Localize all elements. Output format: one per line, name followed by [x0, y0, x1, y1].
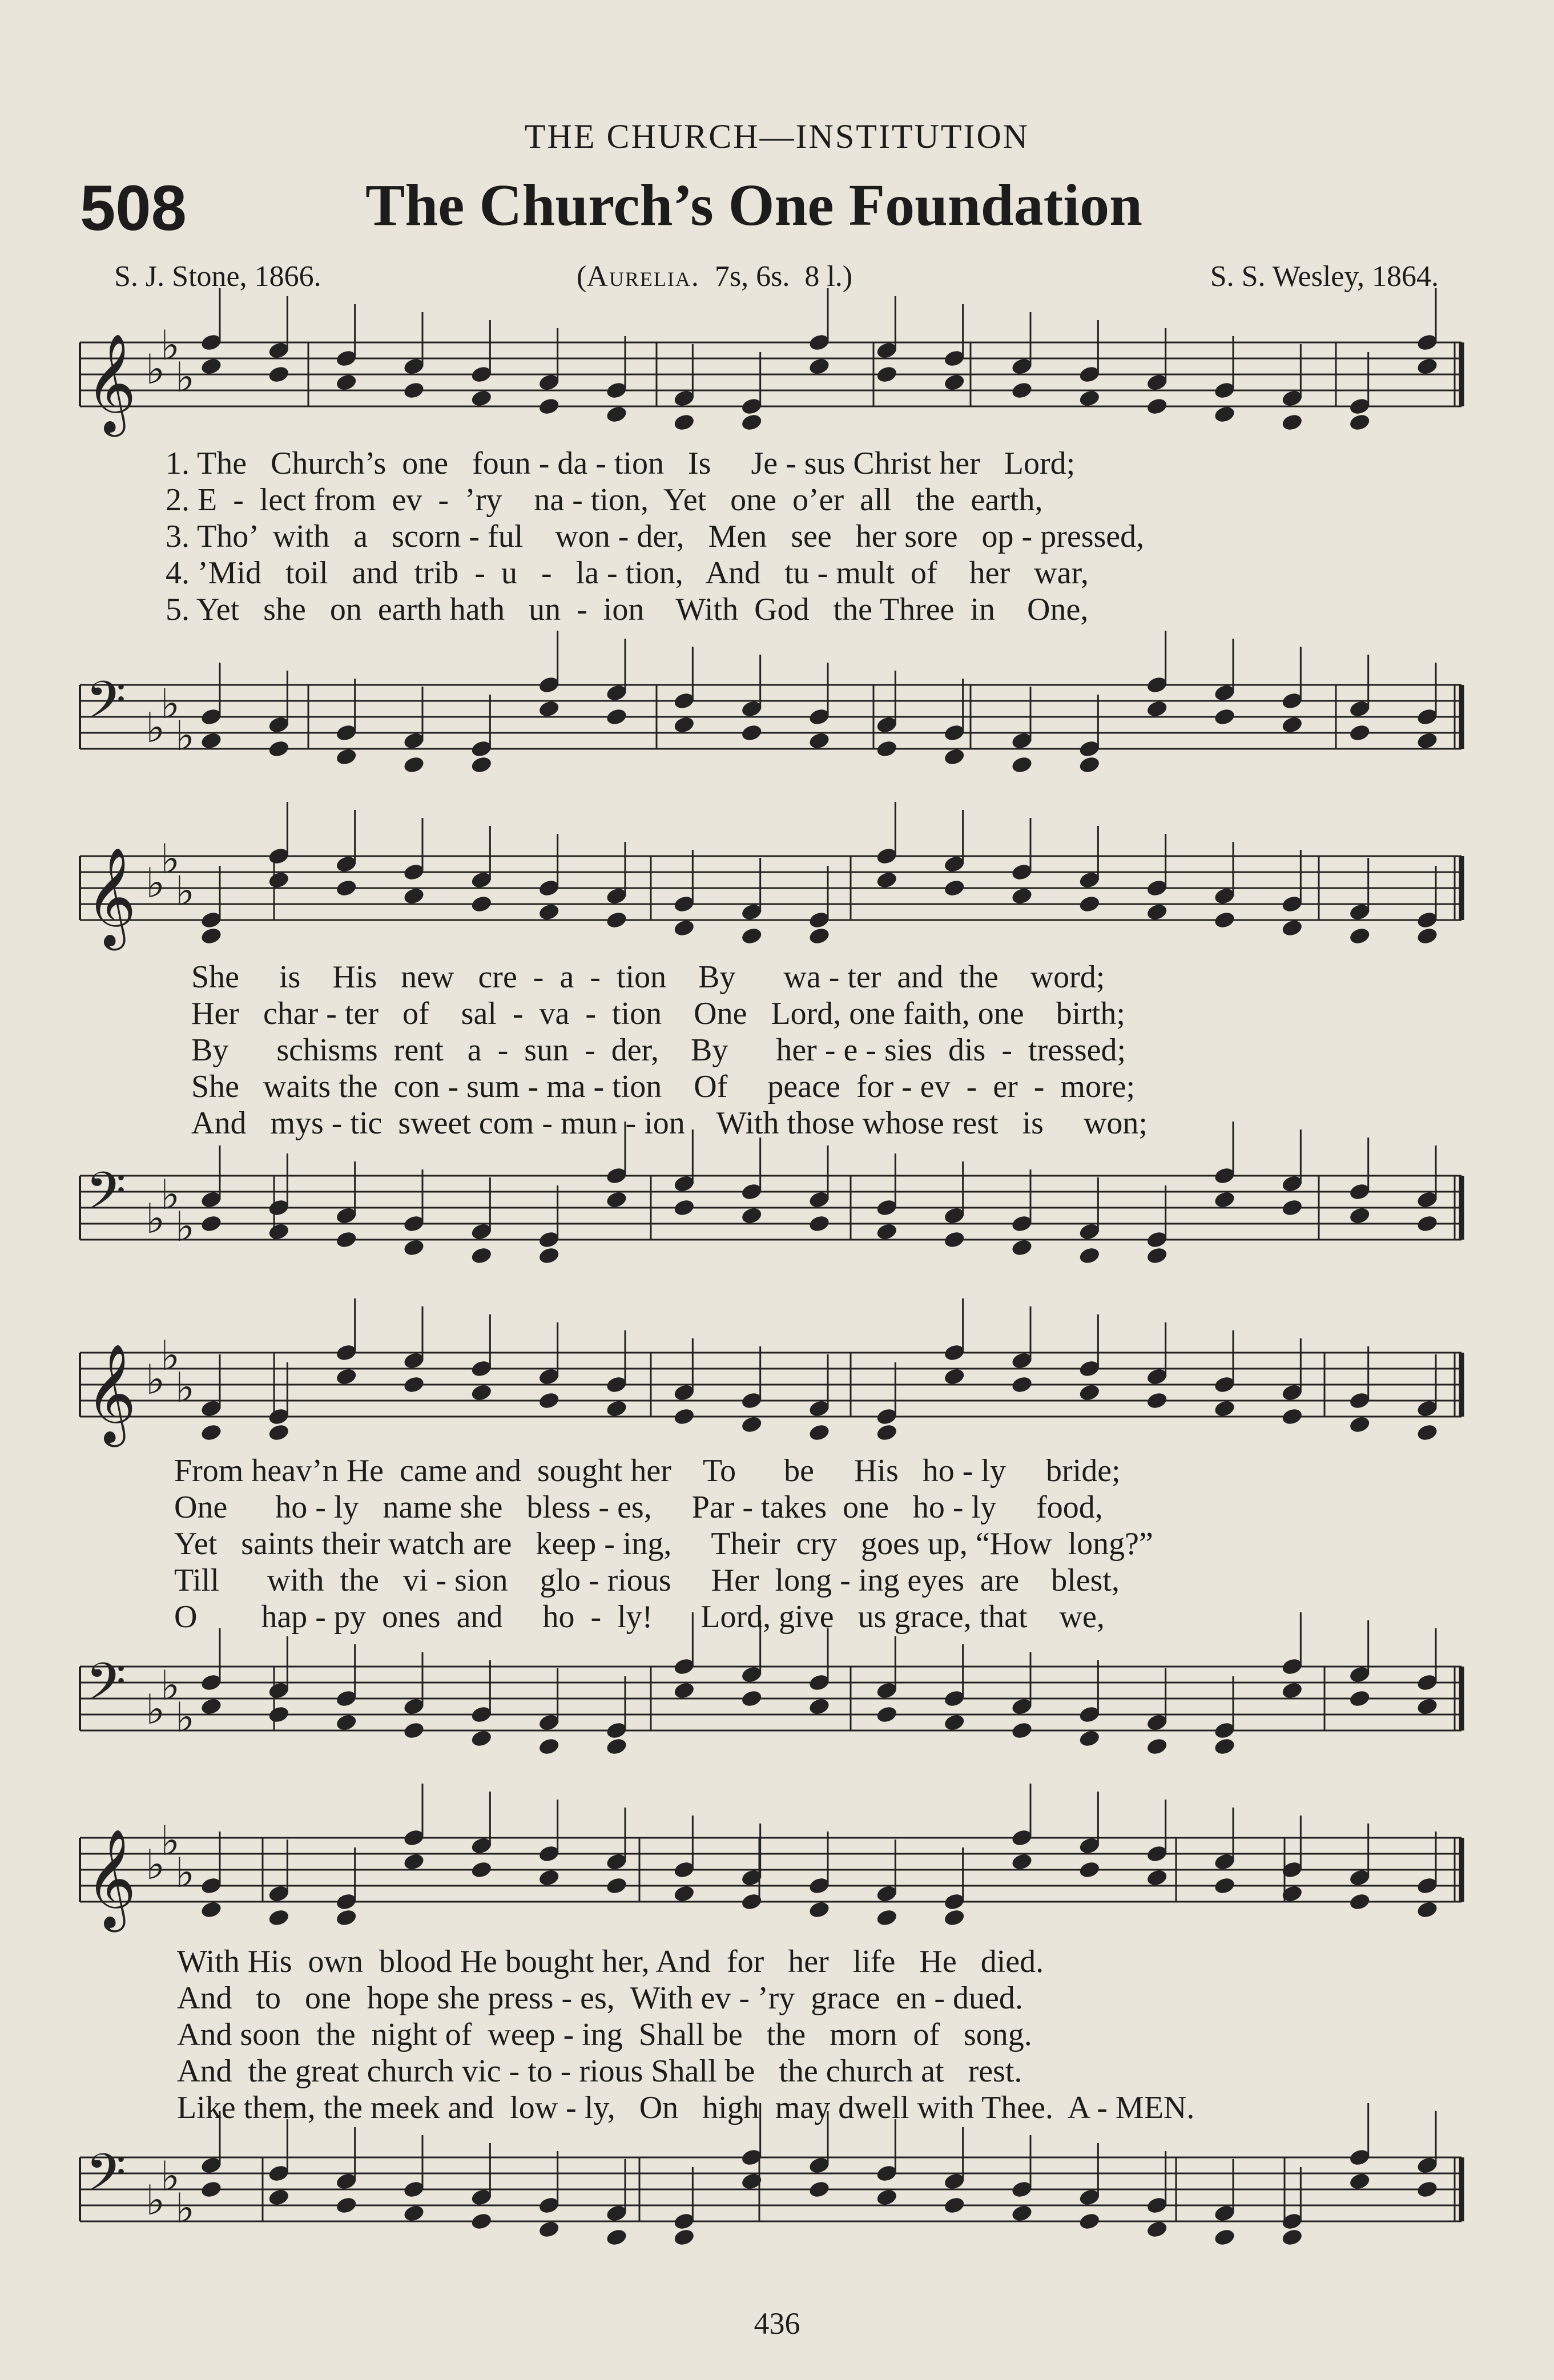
lyrics-block-2: [191, 959, 1148, 1141]
svg-text:𝄞: 𝄞: [86, 1344, 136, 1443]
svg-text:𝄞: 𝄞: [86, 333, 136, 433]
svg-text:♭: ♭: [175, 712, 195, 760]
music-credit: S. S. Wesley, 1864.: [1210, 260, 1439, 293]
lyrics-block-3: [174, 1453, 1153, 1635]
lyric-line: And mys - tic sweet com - mun - ion With those whose rest is won;: [191, 1106, 1148, 1141]
svg-text:♭: ♭: [146, 704, 165, 752]
svg-text:♭: ♭: [175, 1849, 195, 1897]
lyric-line: Like them, the meek and low - ly, On high may dwell with Thee. A - MEN.: [177, 2090, 1195, 2125]
lyric-line: From heav’n He came and sought her To be His ho - ly bride;: [174, 1453, 1121, 1488]
section-heading: THE CHURCH—INSTITUTION: [524, 118, 1030, 155]
svg-text:♭: ♭: [160, 835, 180, 883]
treble-staff-2: [0, 835, 1554, 946]
credits-line: [114, 260, 1439, 300]
svg-text:♭: ♭: [175, 1693, 195, 1741]
hymn-number: 508: [80, 172, 187, 244]
svg-text:♭: ♭: [146, 1841, 165, 1889]
svg-text:♭: ♭: [175, 1364, 195, 1411]
treble-staff-4: [0, 1817, 1554, 1928]
bass-staff-3: [0, 1652, 1554, 1746]
lyric-line: By schisms rent a - sun - der, By her - e - sies dis - tressed;: [191, 1032, 1126, 1068]
lyric-line: 3. Tho’ with a scorn - ful won - der, Men see her sore op - pressed,: [166, 519, 1145, 554]
svg-text:♭: ♭: [160, 321, 180, 369]
lyric-line: Yet saints their watch are keep - ing, Their cry goes up, “How long?”: [174, 1526, 1153, 1562]
lyric-line: With His own blood He bought her, And for her life He died.: [177, 1944, 1044, 1979]
svg-text:♭: ♭: [146, 345, 165, 393]
bass-staff-4: [0, 2143, 1554, 2237]
lyrics-block-1: [166, 445, 1144, 628]
lyric-line: She waits the con - sum - ma - tion Of peace for - ev - er - more;: [191, 1069, 1136, 1104]
svg-text:𝄢: 𝄢: [86, 1652, 126, 1725]
lyric-line: 1. The Church’s one foun - da - tion Is Je - sus Christ her Lord;: [166, 446, 1076, 481]
svg-text:𝄢: 𝄢: [86, 670, 126, 743]
lyric-line: 5. Yet she on earth hath un - ion With God the Three in One,: [166, 592, 1089, 627]
lyric-line: Till with the vi - sion glo - rious Her long - ing eyes are blest,: [174, 1563, 1120, 1598]
lyrics-block-4: [177, 1943, 1194, 2126]
lyric-line: And soon the night of weep - ing Shall be the morn of song.: [177, 2017, 1032, 2052]
svg-text:♭: ♭: [160, 1171, 180, 1219]
tune-credit: (Aurelia. 7s, 6s. 8 l.): [577, 260, 853, 293]
svg-text:♭: ♭: [175, 867, 195, 915]
meter-lines: 8 l.): [804, 260, 853, 293]
svg-text:𝄞: 𝄞: [86, 1829, 136, 1928]
treble-staff-1: [0, 321, 1554, 433]
lyric-line: Her char - ter of sal - va - tion One Lord, one faith, one birth;: [191, 996, 1125, 1031]
words-credit: S. J. Stone, 1866.: [114, 260, 321, 293]
svg-text:𝄞: 𝄞: [86, 847, 136, 946]
lyric-line: And to one hope she press - es, With ev - ’ry grace en - dued.: [177, 1980, 1023, 2016]
svg-text:♭: ♭: [160, 2152, 180, 2200]
hymn-title: The Church’s One Foundation: [365, 172, 1142, 238]
svg-text:♭: ♭: [146, 1195, 165, 1243]
meter: 7s, 6s.: [714, 260, 790, 293]
lyric-line: 4. ’Mid toil and trib - u - la - tion, And tu - mult of her war,: [166, 555, 1089, 591]
bass-staff-1: [0, 670, 1554, 765]
svg-text:♭: ♭: [146, 2176, 165, 2224]
svg-text:𝄢: 𝄢: [86, 2143, 126, 2216]
lyric-line: And the great church vic - to - rious Shall be the church at rest.: [177, 2054, 1022, 2089]
svg-text:𝄢: 𝄢: [86, 1161, 126, 1234]
svg-text:♭: ♭: [160, 1332, 180, 1379]
svg-text:♭: ♭: [146, 1356, 165, 1403]
tune-name: Aurelia.: [586, 260, 700, 293]
lyric-line: She is His new cre - a - tion By wa - ter and the word;: [191, 959, 1105, 995]
svg-text:♭: ♭: [160, 680, 180, 728]
treble-staff-3: [0, 1332, 1554, 1443]
page-number: 436: [754, 2306, 800, 2341]
bass-staff-2: [0, 1161, 1554, 1256]
svg-text:♭: ♭: [160, 1661, 180, 1709]
lyric-line: O hap - py ones and ho - ly! Lord, give us grace, that we,: [174, 1599, 1105, 1635]
svg-text:♭: ♭: [175, 2184, 195, 2232]
lyric-line: One ho - ly name she bless - es, Par - takes one ho - ly food,: [174, 1490, 1103, 1525]
lyric-line: 2. E - lect from ev - ’ry na - tion, Yet one o’er all the earth,: [166, 482, 1043, 518]
svg-text:♭: ♭: [175, 353, 195, 401]
svg-text:♭: ♭: [146, 1685, 165, 1733]
svg-text:♭: ♭: [175, 1203, 195, 1250]
svg-text:♭: ♭: [146, 859, 165, 907]
svg-text:♭: ♭: [160, 1817, 180, 1865]
